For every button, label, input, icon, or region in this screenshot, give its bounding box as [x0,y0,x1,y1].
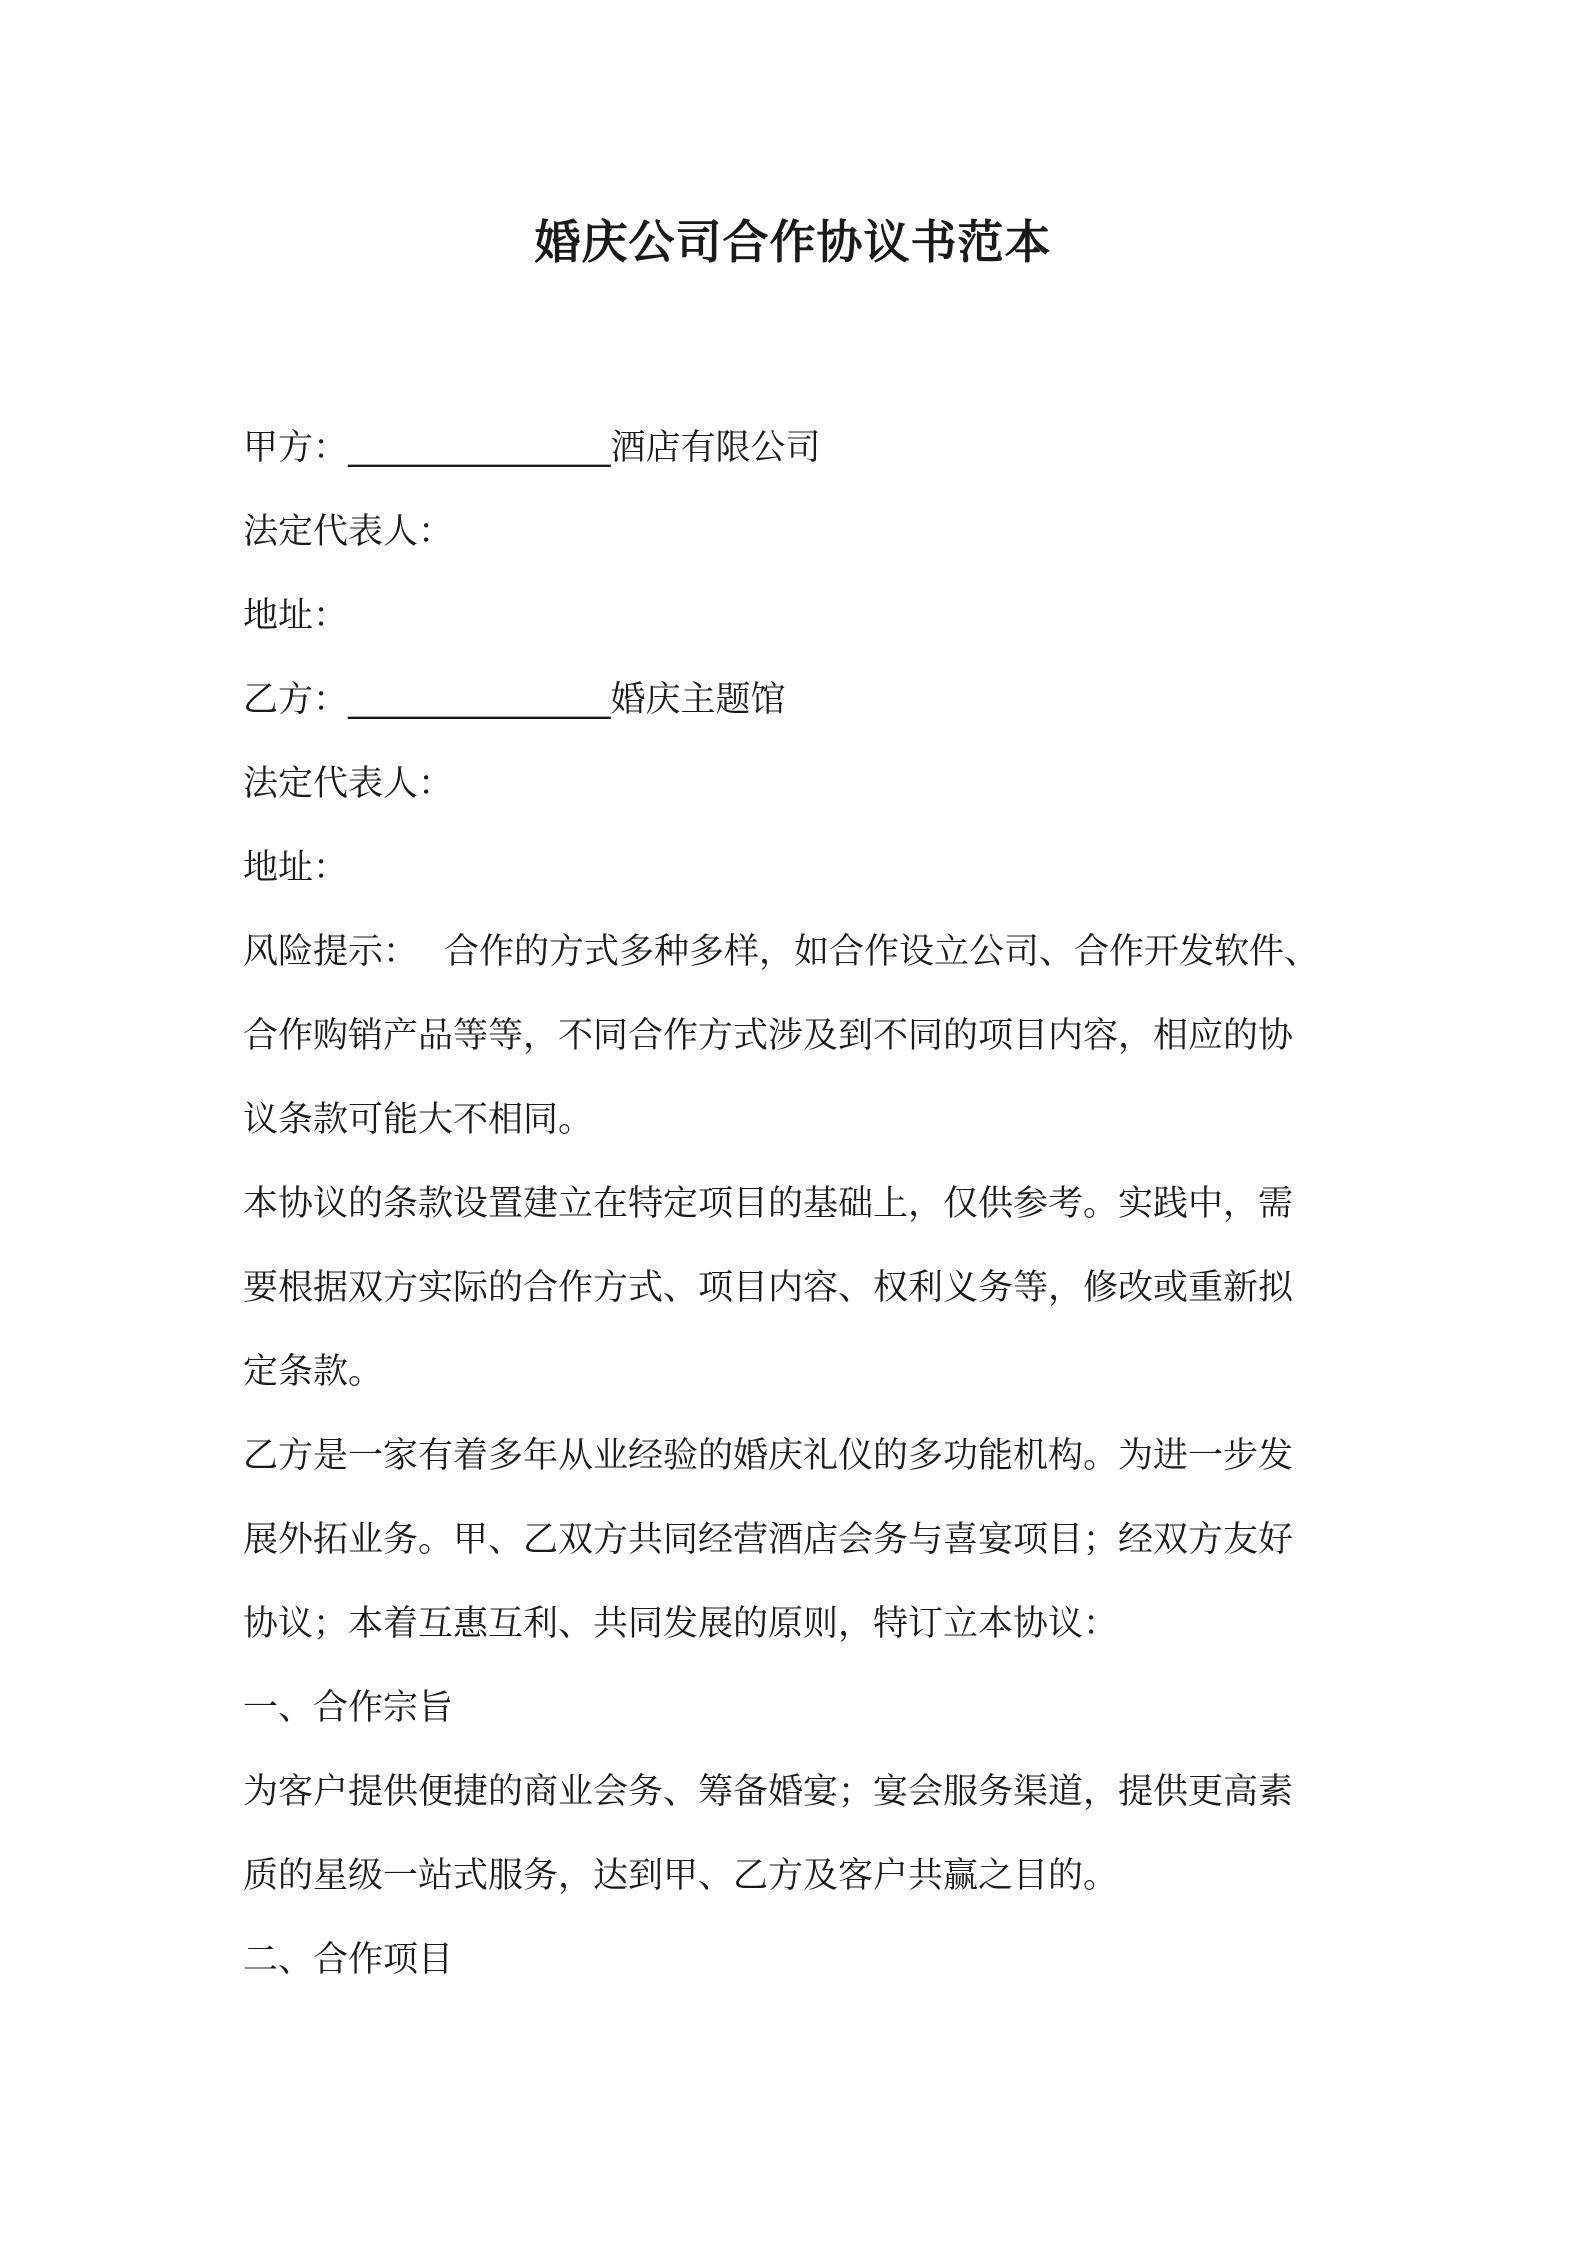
party-a-blank: _______________ [348,428,611,468]
party-b-blank: _______________ [348,680,611,720]
document-title: 婚庆公司合作协议书范本 [534,215,1052,269]
party-a-label: 甲方： [243,428,349,468]
party-b-name: 婚庆主题馆 [610,680,786,720]
risk-notice-line-3: 议条款可能大不相同。 [243,1100,594,1140]
party-b-line [243,658,1368,742]
party-a-line [243,406,1368,490]
section-1-line-2: 质的星级一站式服务，达到甲、乙方及客户共赢之目的。 [243,1856,1119,1896]
reference-note-line-1: 本协议的条款设置建立在特定项目的基础上，仅供参考。实践中，需 [243,1184,1294,1224]
intro-line-1: 乙方是一家有着多年从业经验的婚庆礼仪的多功能机构。为进一步发 [243,1436,1294,1476]
section-1-line-1: 为客户提供便捷的商业会务、筹备婚宴；宴会服务渠道，提供更高素 [243,1772,1294,1812]
risk-notice-label: 风险提示： [243,932,419,972]
party-a-address: 地址： [243,596,349,636]
document-body [243,406,1368,2002]
intro-line-2: 展外拓业务。甲、乙双方共同经营酒店会务与喜宴项目；经双方友好 [243,1520,1294,1560]
party-a-representative: 法定代表人： [243,512,454,552]
party-a-name: 酒店有限公司 [610,428,821,468]
risk-notice-line-2: 合作购销产品等等，不同合作方式涉及到不同的项目内容，相应的协 [243,1016,1294,1056]
risk-notice-text-1: 合作的方式多种多样，如合作设立公司、合作开发软件、 [444,932,1320,972]
party-b-representative: 法定代表人： [243,764,454,804]
risk-notice-line-1 [243,910,1368,994]
intro-line-3: 协议；本着互惠互利、共同发展的原则，特订立本协议： [243,1604,1119,1644]
section-1-heading: 一、合作宗旨 [243,1688,454,1728]
reference-note-line-3: 定条款。 [243,1352,384,1392]
party-b-label: 乙方： [243,680,349,720]
reference-note-line-2: 要根据双方实际的合作方式、项目内容、权利义务等，修改或重新拟 [243,1268,1294,1308]
party-b-address: 地址： [243,848,349,888]
section-2-heading: 二、合作项目 [243,1940,454,1980]
